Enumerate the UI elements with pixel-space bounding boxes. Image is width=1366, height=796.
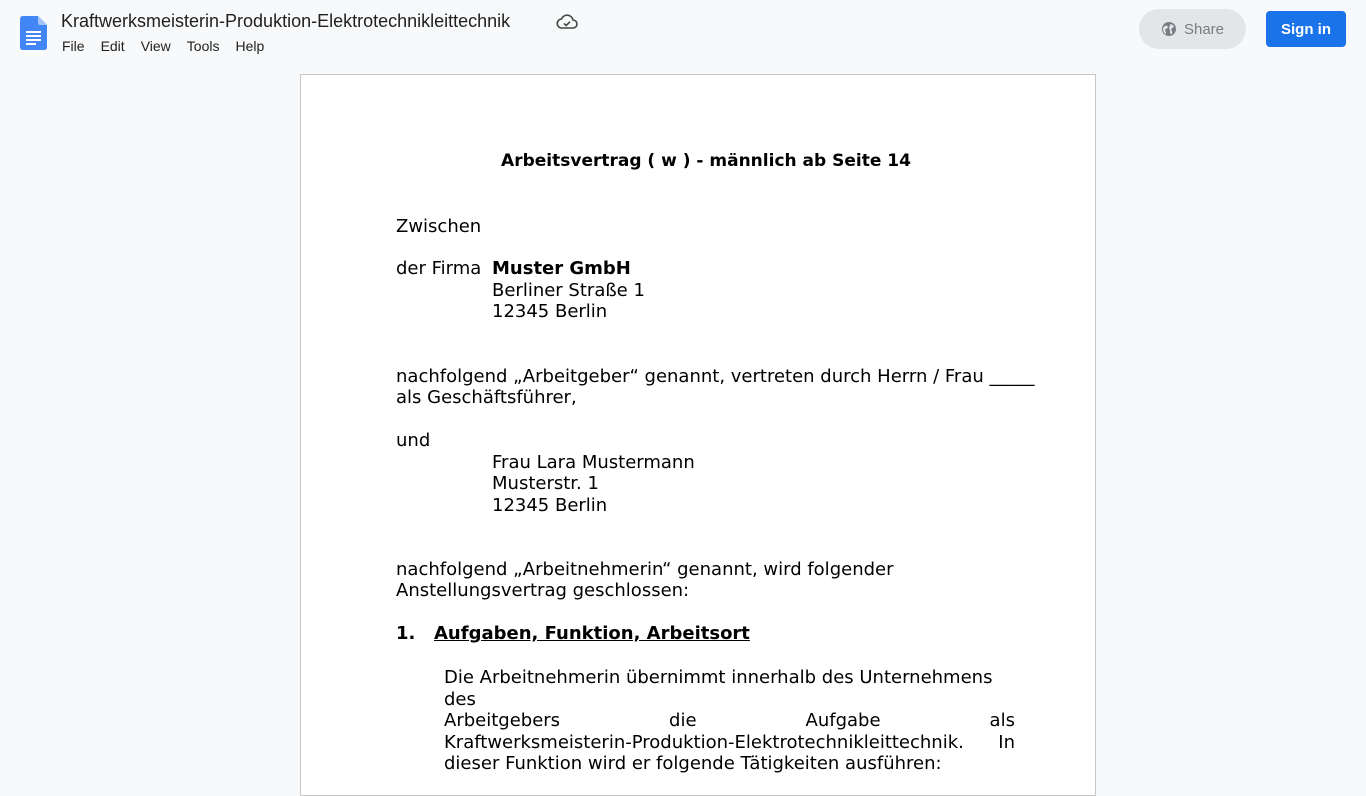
document-heading: Arbeitsvertrag ( w ) - männlich ab Seite 14 — [501, 151, 911, 171]
share-button[interactable] — [1139, 9, 1246, 49]
cloud-saved-icon[interactable] — [556, 13, 578, 31]
paragraph-word: Kraftwerksmeisterin-Produktion-Elektrotechnikleittechnik. — [444, 731, 964, 753]
menu-bar — [54, 37, 272, 57]
document-page[interactable] — [300, 74, 1096, 796]
section-number: 1. — [396, 623, 416, 644]
employer-line-2: als Geschäftsführer, — [396, 387, 577, 408]
paragraph-word: Arbeitgebers — [444, 710, 561, 731]
menu-tools[interactable]: Tools — [186, 38, 220, 54]
company-city: 12345 Berlin — [492, 301, 608, 322]
employee-name: Frau Lara Mustermann — [492, 452, 695, 473]
and-text: und — [396, 430, 431, 451]
share-label: Share — [1183, 20, 1225, 38]
menu-edit[interactable]: Edit — [100, 38, 125, 54]
section-paragraph — [444, 667, 1015, 775]
sign-in-button[interactable]: Sign in — [1266, 11, 1346, 47]
menu-help[interactable]: Help — [235, 38, 265, 54]
menu-view[interactable]: View — [140, 38, 171, 54]
top-bar — [0, 0, 1366, 66]
google-docs-icon[interactable] — [20, 16, 47, 50]
section-title: Aufgaben, Funktion, Arbeitsort — [434, 623, 750, 644]
company-street: Berliner Straße 1 — [492, 280, 645, 301]
employer-line-1: nachfolgend „Arbeitgeber“ genannt, vertreten durch Herrn / Frau _____ — [396, 366, 1035, 387]
document-title[interactable]: Kraftwerksmeisterin-Produktion-Elektrotechnikleittechnik — [61, 11, 511, 31]
between-text: Zwischen — [396, 216, 482, 237]
paragraph-word: Aufgabe — [805, 710, 881, 731]
paragraph-word: als — [989, 710, 1015, 731]
paragraph-word: In — [998, 731, 1015, 753]
paragraph-line: dieser Funktion wird er folgende Tätigkeiten ausführen: — [444, 753, 942, 774]
employee-line-2: Anstellungsvertrag geschlossen: — [396, 580, 690, 601]
menu-file[interactable]: File — [62, 38, 85, 54]
paragraph-line: Die Arbeitnehmerin übernimmt innerhalb des Unternehmens des — [444, 667, 993, 710]
globe-icon — [1161, 21, 1177, 37]
employee-city: 12345 Berlin — [492, 495, 608, 516]
company-name: Muster GmbH — [492, 258, 631, 279]
paragraph-line-justified — [444, 732, 1015, 754]
employee-street: Musterstr. 1 — [492, 473, 599, 494]
paragraph-word: die — [669, 710, 697, 731]
employee-line-1: nachfolgend „Arbeitnehmerin“ genannt, wird folgender — [396, 559, 894, 580]
company-prefix: der Firma — [396, 258, 482, 279]
paragraph-line-justified — [444, 710, 1015, 732]
